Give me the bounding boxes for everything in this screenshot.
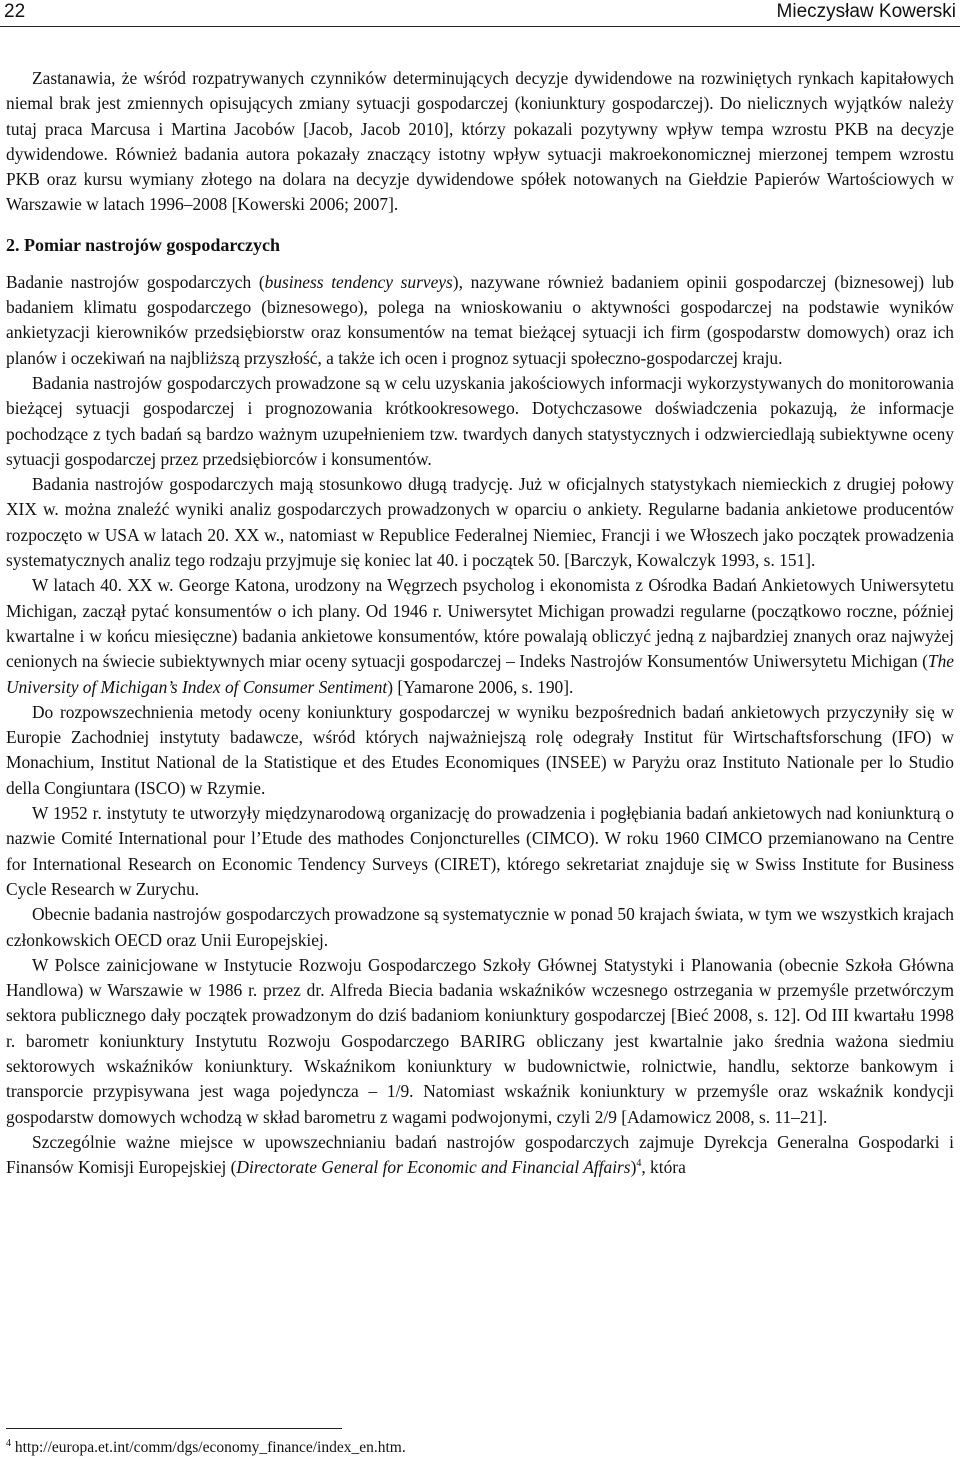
paragraph-5-italic-title: The University of Michigan’s Index of Consumer Sentiment (6, 651, 954, 697)
paragraph-9: W Polsce zainicjowane w Instytucie Rozwoju Gospodarczego Szkoły Głównej Statystyki i Planowania (obecnie Szkoła Główna Handlowa) w Warszawie w 1986 r. przez dr. Alfreda Biecia badania wskaźników wczesnego ostrzegania w przemyśle przetwórczym sektora publicznego dały początek prowadzonym do dziś badaniom koniunktury gospodarczej [Bieć 2008, s. 12]. Od III kwartału 1998 r. barometr koniunktury Instytutu Rozwoju Gospodarczego BARIRG obliczany jest kwartalnie jako średnia ważona siedmiu sektorowych wskaźników koniunktury. Wskaźnikom koniunktury w budownictwie, rolnictwie, handlu, sektorze bankowym i transporcie przypisywana jest waga pojedyncza – 1/9. Natomiast wskaźnik koniunktury w przemyśle oraz wskaźnik kondycji gospodarstw domowych wchodzą w skład barometru z wagami podwojonymi, czyli 2/9 [Adamowicz 2008, s. 11–21]. (6, 954, 954, 1127)
footnote-number: 4 (6, 1437, 11, 1449)
paragraph-10-italic-name: Directorate General for Economic and Financial Affairs (236, 1157, 631, 1178)
footnote-divider (6, 1428, 342, 1429)
paragraph-4: Badania nastrojów gospodarczych mają stosunkowo długą tradycję. Już w oficjalnych statystykach niemieckich z drugiej połowy XIX w. można znaleźć wyniki analiz gospodarczych prowadzonych w oparciu o ankiety. Regularne badania ankietowe producentów rozpoczęto w USA w latach 20. XX w., natomiast w Republice Federalnej Niemiec, Francji i we Włoszech jako początek prowadzenia systematycznych analiz tego rodzaju przyjmuje się koniec lat 40. i początek 50. [Barczyk, Kowalczyk 1993, s. 151]. (6, 474, 954, 571)
footnote (6, 1438, 406, 1458)
paragraph-5 (6, 573, 954, 699)
footnote-url-link[interactable]: http://europa.et.int/comm/dgs/economy_finance/index_en.htm. (14, 1439, 406, 1456)
paragraph-8: Obecnie badania nastrojów gospodarczych prowadzone są systematycznie w ponad 50 krajach świata, w tym we wszystkich krajach członkowskich OECD oraz Unii Europejskiej. (6, 904, 954, 950)
page-header (0, 0, 960, 27)
paragraph-3: Badania nastrojów gospodarczych prowadzone są w celu uzyskania jakościowych informacji wykorzystywanych do monitorowania bieżącej sytuacji gospodarczej i prognozowania krótkookresowego. Dotychczasowe doświadczenia pokazują, że informacje pochodzące z tych badań są bardzo ważnym uzupełnieniem tzw. twardych danych statystycznych i odzwierciedlają subiektywne oceny sytuacji gospodarczej przez przedsiębiorców i konsumentów. (6, 372, 954, 469)
paragraph-10-text-a: Szczególnie ważne miejsce w upowszechnianiu badań nastrojów gospodarczych zajmuje Dyrekcja Generalna Gospodarki i Finansów Komisji Europejskiej ( (6, 1131, 954, 1178)
paragraph-2-text-b: ), nazywane również badaniem opinii gospodarczej (biznesowej) lub badaniem klimatu gospodarczego (biznesowego), polega na wnioskowaniu o aktywności gospodarczej na podstawie wyników ankietyzacji kierowników przedsiębiorstw oraz konsumentów na temat bieżącej sytuacji ich firm (gospodarstw domowych) oraz ich planów i oczekiwań na najbliższą przyszłość, a także ich ocen i prognoz sytuacji społeczno-gospodarczej kraju. (6, 271, 954, 368)
paragraph-5-text-a: W latach 40. XX w. George Katona, urodzony na Węgrzech psycholog i ekonomista z Ośrodka Badań Ankietowych Uniwersytetu Michigan, zaczął pytać konsumentów o ich plany. Od 1946 r. Uniwersytet Michigan prowadzi regularne (początkowo roczne, później kwartalne i w końcu miesięczne) badania ankietowe konsumentów, które powalają obliczyć jedną z najbardziej znanych oraz najwyżej cenionych na świecie subiektywnych miar oceny sytuacji gospodarczej – Indeks Nastrojów Konsumentów Uniwersytetu Michigan ( (6, 575, 954, 672)
paragraph-10-text-b: ) (630, 1157, 637, 1178)
paragraph-2-italic-term: business tendency surveys (264, 271, 453, 292)
section-heading: 2. Pomiar nastrojów gospodarczych (6, 234, 280, 255)
paragraph-1: Zastanawia, że wśród rozpatrywanych czynników determinujących decyzje dywidendowe na rozwiniętych rynkach kapitałowych niemal brak jest zmiennych opisujących zmiany sytuacji gospodarczej (koniunktury gospodarczej). Do nielicznych wyjątków należy tutaj praca Marcusa i Martina Jacobów [Jacob, Jacob 2010], którzy pokazali pozytywny wpływ tempa wzrostu PKB na decyzje dywidendowe. Również badania autora pokazały znaczący istotny wpływ sytuacji makroekonomicznej mierzonej tempem wzrostu PKB oraz kursu wymiany złotego na dolara na decyzje dywidendowe spółek notowanych na Giełdzie Papierów Wartościowych w Warszawie w latach 1996–2008 [Kowerski 2006; 2007]. (6, 68, 954, 215)
paragraph-7: W 1952 r. instytuty te utworzyły międzynarodową organizację do prowadzenia i pogłębiania badań ankietowych nad koniunkturą o nazwie Comité International pour l’Etude des mathodes Conjoncturelles (CIMCO). W roku 1960 CIMCO przemianowano na Centre for International Research on Economic Tendency Surveys (CIRET), którego sekretariat znajduje się w Swiss Institute for Business Cycle Research w Zurychu. (6, 803, 954, 899)
paragraph-6: Do rozpowszechnienia metody oceny koniunktury gospodarczej w wyniku bezpośrednich badań ankietowych przyczyniły się w Europie Zachodniej instytuty badawcze, wśród których najważniejszą rolę odegrały Institut für Wirtschaftsforschung (IFO) w Monachium, Institut National de la Statistique et des Etudes Economiques (INSEE) w Paryżu oraz Instituto Nationale per lo Studio della Congiuntara (ISCO) w Rzymie. (6, 701, 954, 798)
paragraph-2-text-a: Badanie nastrojów gospodarczych ( (6, 271, 265, 292)
paragraph-5-text-b: ) [Yamarone 2006, s. 190]. (387, 676, 574, 697)
paragraph-10 (6, 1130, 954, 1181)
running-head-author: Mieczysław Kowerski (776, 1, 956, 22)
paragraph-10-text-c: , która (641, 1157, 686, 1178)
body-text (6, 66, 954, 1180)
paragraph-2 (6, 270, 954, 371)
footnote-reference[interactable]: 4 (636, 1158, 642, 1170)
page-number: 22 (4, 1, 26, 22)
